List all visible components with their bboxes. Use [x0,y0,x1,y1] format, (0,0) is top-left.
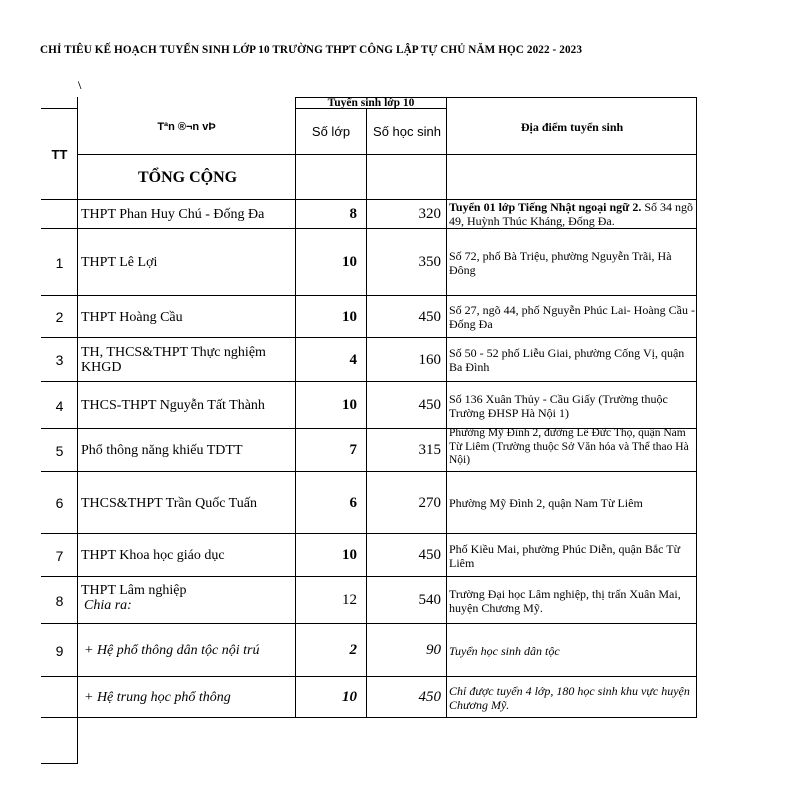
table-row-tt: 6 [55,495,64,511]
table-row-address: Phường Mỹ Đình 2, đường Lê Đức Thọ, quận Nam Từ Liêm (Trường thuộc Sở Văn hóa và Thể thao Hà Nội) [449,427,689,466]
table-row-so-lop: 6 [349,494,357,511]
table-row-address: Số 136 Xuân Thủy - Cầu Giấy (Trường thuộc Trường ĐHSP Hà Nội 1) [449,391,668,420]
page-title: CHỈ TIÊU KẾ HOẠCH TUYỂN SINH LỚP 10 TRƯỜNG THPT CÔNG LẬP TỰ CHỦ NĂM HỌC 2022 - 2023 [40,44,583,56]
table-row-school: THCS&THPT Trần Quốc Tuấn [81,495,257,511]
school-name: THPT Lâm nghiệp [81,583,187,598]
table-row-school [78,577,295,624]
header-school-name: Tªn ®¬n vÞ [157,121,216,133]
address-text: Số 34 ngõ 49, Huỳnh Thúc Kháng, Đống Đa. [449,200,694,228]
table-row-address: Tuyển học sinh dân tộc [449,643,560,658]
table-row-school: THCS-THPT Nguyễn Tất Thành [81,398,265,413]
table-row-so-lop: 10 [342,547,357,563]
table-row-tt: 5 [55,442,64,459]
table-row-school: + Hệ trung học phổ thông [84,690,231,705]
table-row-address: Số 27, ngõ 44, phố Nguyễn Phúc Lai- Hoàng Cầu - Đống Đa [449,303,695,331]
table-row-school: Phổ thông năng khiếu TDTT [81,443,243,458]
table-row-so-lop: 2 [349,642,357,658]
table-row-address [447,200,697,228]
table-row-so-lop: 7 [349,442,357,458]
table-row-address: Số 50 - 52 phố Liễu Giai, phường Cống Vị, quận Ba Đình [449,346,685,374]
table-row-tt: 7 [55,547,64,564]
table-row-so-hs: 450 [418,547,441,563]
header-dia-diem: Địa điểm tuyển sinh [520,119,624,134]
address-note: Tuyển 01 lớp Tiếng Nhật ngoại ngữ 2. [449,200,642,214]
table-row-school: TH, THCS&THPT Thực nghiệm KHGD [81,345,266,375]
table-row-address: Số 72, phố Bà Triệu, phường Nguyễn Trãi, Hà Đông [449,248,672,277]
table-row-so-lop: 10 [342,308,357,325]
table-row-tt: 3 [55,352,64,368]
table-row-so-lop: 10 [342,689,357,705]
header-so-lop: Số lớp [311,124,351,139]
table-row-so-hs: 320 [418,206,441,222]
table-row-address: Phường Mỹ Đình 2, quận Nam Từ Liêm [449,496,643,510]
school-sub-label: Chia ra: [84,598,132,613]
table-row-school: THPT Khoa học giáo dục [81,548,225,563]
table-row-tt: 1 [55,254,64,271]
table-row-so-lop: 8 [349,206,357,222]
table-row-tt: 2 [55,309,64,325]
table-row-tt: 4 [55,397,64,414]
stray-mark: \ [78,78,82,92]
header-so-hs: Số học sinh [373,124,441,139]
table-row-so-hs: 540 [418,592,441,608]
table-row-address: Chỉ được tuyển 4 lớp, 180 học sinh khu vực huyện Chương Mỹ. [449,683,690,712]
table-row-tt: 9 [55,642,64,659]
table-row-tt: 8 [55,592,64,609]
table-row-so-hs: 450 [418,689,441,705]
table-row-so-hs: 90 [426,642,441,658]
table-row-so-lop: 10 [342,254,357,270]
table-row-school: THPT Phan Huy Chú - Đống Đa [81,207,265,222]
table-row-school: THPT Lê Lợi [81,255,158,270]
header-tt: TT [51,147,68,162]
table-row-address: Trường Đại học Lâm nghiệp, thị trấn Xuân Mai, huyện Chương Mỹ. [449,586,681,615]
total-label: TỔNG CỘNG [138,168,238,186]
table-row-so-hs: 315 [418,442,441,458]
table-row-so-hs: 270 [418,494,441,511]
table-row-so-hs: 450 [418,397,441,413]
table-row-so-lop: 4 [349,351,357,368]
table-row-school: THPT Hoàng Cầu [81,309,183,325]
table-row-so-lop: 10 [342,397,357,413]
table-row-address: Phố Kiều Mai, phường Phúc Diễn, quận Bắc Từ Liêm [449,541,681,570]
table-row-so-hs: 450 [418,308,441,325]
table-row-school: + Hệ phổ thông dân tộc nội trú [84,643,260,658]
header-group: Tuyển sinh lớp 10 [327,96,415,109]
table-row-so-hs: 160 [418,351,441,368]
table-row-so-lop: 12 [342,592,357,608]
table-row-so-hs: 350 [418,254,441,270]
